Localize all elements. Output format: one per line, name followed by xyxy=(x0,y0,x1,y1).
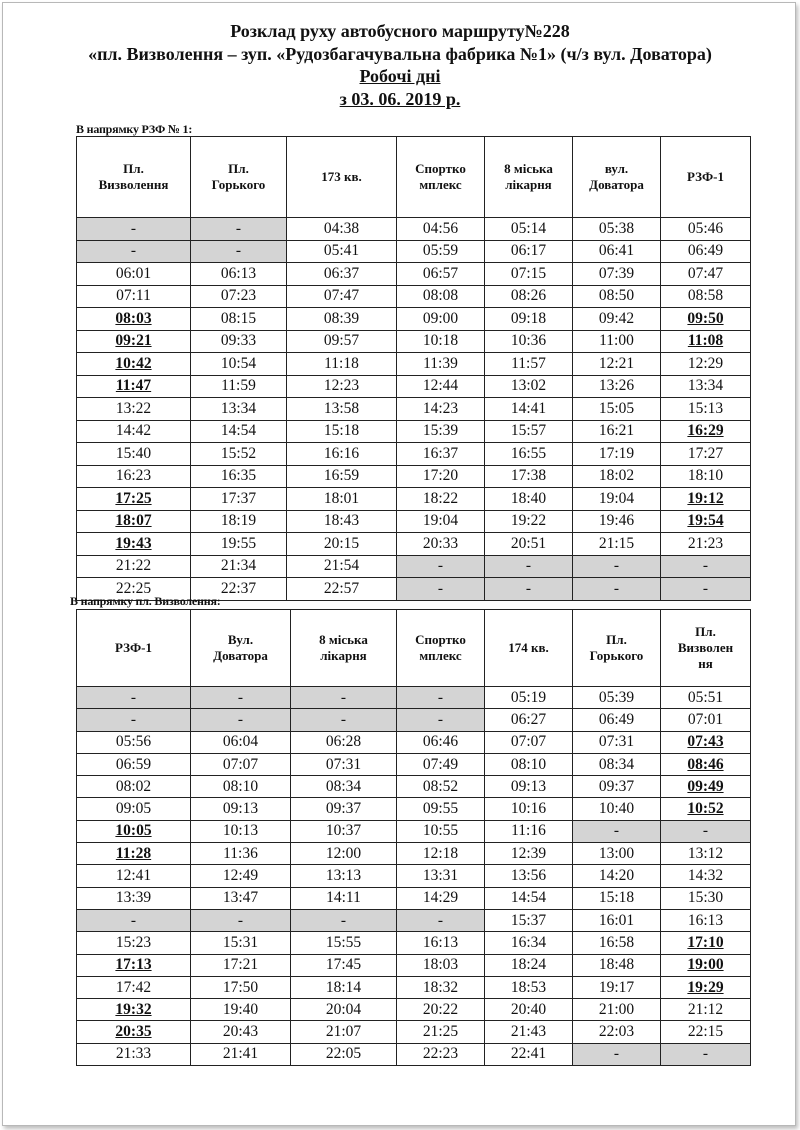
time-cell: 18:07 xyxy=(77,510,191,533)
time-cell: 18:22 xyxy=(397,488,485,511)
time-cell: 10:16 xyxy=(485,798,573,820)
time-cell: 13:22 xyxy=(77,398,191,421)
time-cell: 07:07 xyxy=(191,753,291,775)
time-cell: 22:25 xyxy=(77,578,191,601)
time-cell: 06:59 xyxy=(77,753,191,775)
time-cell: 12:00 xyxy=(291,843,397,865)
time-cell: 12:21 xyxy=(573,353,661,376)
time-cell: 05:56 xyxy=(77,731,191,753)
time-cell: 18:40 xyxy=(485,488,573,511)
time-cell: - xyxy=(191,218,287,241)
time-cell: 12:23 xyxy=(287,375,397,398)
time-cell: - xyxy=(191,709,291,731)
time-cell: 12:39 xyxy=(485,843,573,865)
time-cell: 08:08 xyxy=(397,285,485,308)
time-cell: - xyxy=(661,578,751,601)
time-cell: 22:05 xyxy=(291,1043,397,1065)
table-row xyxy=(77,398,751,421)
time-cell: 18:19 xyxy=(191,510,287,533)
time-cell: 13:39 xyxy=(77,887,191,909)
time-cell: 16:37 xyxy=(397,443,485,466)
time-cell: 15:37 xyxy=(485,909,573,931)
time-cell: 09:37 xyxy=(573,776,661,798)
table-row xyxy=(77,285,751,308)
time-cell: 13:34 xyxy=(661,375,751,398)
time-cell: 19:17 xyxy=(573,976,661,998)
time-cell: 09:50 xyxy=(661,308,751,331)
time-cell: 16:35 xyxy=(191,465,287,488)
time-cell: 17:37 xyxy=(191,488,287,511)
time-cell: - xyxy=(573,578,661,601)
time-cell: 17:21 xyxy=(191,954,291,976)
time-cell: 05:14 xyxy=(485,218,573,241)
table-row xyxy=(77,353,751,376)
time-cell: 15:57 xyxy=(485,420,573,443)
time-cell: 09:13 xyxy=(485,776,573,798)
time-cell: 08:58 xyxy=(661,285,751,308)
column-header: Пл. Горького xyxy=(191,137,287,218)
time-cell: 21:07 xyxy=(291,1021,397,1043)
time-cell: 19:40 xyxy=(191,999,291,1021)
time-cell: 18:03 xyxy=(397,954,485,976)
time-cell: 13:56 xyxy=(485,865,573,887)
time-cell: 13:34 xyxy=(191,398,287,421)
table-row xyxy=(77,865,751,887)
time-cell: 22:15 xyxy=(661,1021,751,1043)
table-row xyxy=(77,510,751,533)
time-cell: 08:03 xyxy=(77,308,191,331)
table-row xyxy=(77,218,751,241)
table-row xyxy=(77,976,751,998)
time-cell: 12:41 xyxy=(77,865,191,887)
table-row xyxy=(77,909,751,931)
time-cell: - xyxy=(191,909,291,931)
time-cell: 14:20 xyxy=(573,865,661,887)
time-cell: - xyxy=(291,709,397,731)
column-header: вул. Доватора xyxy=(573,137,661,218)
time-cell: 09:21 xyxy=(77,330,191,353)
time-cell: 10:13 xyxy=(191,820,291,842)
time-cell: 08:15 xyxy=(191,308,287,331)
time-cell: 07:47 xyxy=(661,263,751,286)
time-cell: 14:42 xyxy=(77,420,191,443)
time-cell: 06:57 xyxy=(397,263,485,286)
table-row xyxy=(77,843,751,865)
table-row xyxy=(77,776,751,798)
time-cell: 22:37 xyxy=(191,578,287,601)
column-header: 8 міська лікарня xyxy=(291,610,397,687)
time-cell: 15:23 xyxy=(77,932,191,954)
time-cell: 17:38 xyxy=(485,465,573,488)
time-cell: 12:29 xyxy=(661,353,751,376)
time-cell: - xyxy=(485,555,573,578)
column-header: 174 кв. xyxy=(485,610,573,687)
time-cell: 19:29 xyxy=(661,976,751,998)
table-row xyxy=(77,533,751,556)
time-cell: - xyxy=(191,687,291,709)
time-cell: 10:05 xyxy=(77,820,191,842)
time-cell: 16:13 xyxy=(397,932,485,954)
time-cell: 17:13 xyxy=(77,954,191,976)
table-row xyxy=(77,887,751,909)
time-cell: 15:18 xyxy=(287,420,397,443)
time-cell: 15:31 xyxy=(191,932,291,954)
column-header: РЗФ-1 xyxy=(661,137,751,218)
time-cell: 18:01 xyxy=(287,488,397,511)
time-cell: 07:01 xyxy=(661,709,751,731)
time-cell: 16:13 xyxy=(661,909,751,931)
time-cell: 08:50 xyxy=(573,285,661,308)
time-cell: 05:59 xyxy=(397,240,485,263)
time-cell: 14:54 xyxy=(485,887,573,909)
time-cell: 16:21 xyxy=(573,420,661,443)
time-cell: 11:36 xyxy=(191,843,291,865)
table-row xyxy=(77,932,751,954)
time-cell: 13:26 xyxy=(573,375,661,398)
time-cell: 16:23 xyxy=(77,465,191,488)
time-cell: 12:18 xyxy=(397,843,485,865)
time-cell: 09:00 xyxy=(397,308,485,331)
time-cell: 18:53 xyxy=(485,976,573,998)
time-cell: 18:10 xyxy=(661,465,751,488)
time-cell: 20:15 xyxy=(287,533,397,556)
table-row xyxy=(77,465,751,488)
time-cell: 06:17 xyxy=(485,240,573,263)
schedule-days: Робочі дні xyxy=(359,66,441,86)
time-cell: 09:33 xyxy=(191,330,287,353)
time-cell: 08:10 xyxy=(191,776,291,798)
time-cell: - xyxy=(397,909,485,931)
time-cell: 05:46 xyxy=(661,218,751,241)
time-cell: 06:46 xyxy=(397,731,485,753)
time-cell: 20:35 xyxy=(77,1021,191,1043)
time-cell: 09:05 xyxy=(77,798,191,820)
time-cell: 06:41 xyxy=(573,240,661,263)
time-cell: 18:02 xyxy=(573,465,661,488)
time-cell: 20:43 xyxy=(191,1021,291,1043)
time-cell: - xyxy=(661,1043,751,1065)
time-cell: - xyxy=(573,820,661,842)
time-cell: 06:49 xyxy=(661,240,751,263)
column-header: Пл. Визволен ня xyxy=(661,610,751,687)
time-cell: 22:41 xyxy=(485,1043,573,1065)
time-cell: 14:32 xyxy=(661,865,751,887)
table-row xyxy=(77,999,751,1021)
time-cell: - xyxy=(291,687,397,709)
table-row xyxy=(77,263,751,286)
table-header-row xyxy=(77,610,751,687)
time-cell: 17:27 xyxy=(661,443,751,466)
time-cell: 06:49 xyxy=(573,709,661,731)
time-cell: 14:29 xyxy=(397,887,485,909)
time-cell: 19:04 xyxy=(397,510,485,533)
time-cell: 10:36 xyxy=(485,330,573,353)
table-header-row xyxy=(77,137,751,218)
direction-2-caption: В напрямку пл. Визволення: xyxy=(70,594,221,608)
time-cell: 07:43 xyxy=(661,731,751,753)
time-cell: - xyxy=(77,909,191,931)
time-cell: 17:20 xyxy=(397,465,485,488)
time-cell: 22:57 xyxy=(287,578,397,601)
table-row xyxy=(77,375,751,398)
time-cell: 18:32 xyxy=(397,976,485,998)
time-cell: - xyxy=(397,578,485,601)
time-cell: 21:41 xyxy=(191,1043,291,1065)
time-cell: 09:57 xyxy=(287,330,397,353)
time-cell: 06:13 xyxy=(191,263,287,286)
column-header: Спортко мплекс xyxy=(397,610,485,687)
time-cell: - xyxy=(191,240,287,263)
time-cell: 07:31 xyxy=(573,731,661,753)
time-cell: 19:22 xyxy=(485,510,573,533)
column-header: Спортко мплекс xyxy=(397,137,485,218)
time-cell: 15:40 xyxy=(77,443,191,466)
time-cell: 14:54 xyxy=(191,420,287,443)
time-cell: 11:08 xyxy=(661,330,751,353)
time-cell: - xyxy=(397,709,485,731)
time-cell: 11:28 xyxy=(77,843,191,865)
time-cell: - xyxy=(573,555,661,578)
time-cell: 14:11 xyxy=(291,887,397,909)
time-cell: 15:13 xyxy=(661,398,751,421)
document-header xyxy=(0,20,800,110)
table-row xyxy=(77,1043,751,1065)
table-row xyxy=(77,687,751,709)
time-cell: 12:44 xyxy=(397,375,485,398)
time-cell: 21:15 xyxy=(573,533,661,556)
time-cell: 10:55 xyxy=(397,820,485,842)
time-cell: 13:31 xyxy=(397,865,485,887)
time-cell: 06:27 xyxy=(485,709,573,731)
time-cell: 20:33 xyxy=(397,533,485,556)
time-cell: 21:22 xyxy=(77,555,191,578)
time-cell: 08:39 xyxy=(287,308,397,331)
time-cell: - xyxy=(397,555,485,578)
time-cell: - xyxy=(485,578,573,601)
time-cell: 18:43 xyxy=(287,510,397,533)
time-cell: 19:32 xyxy=(77,999,191,1021)
time-cell: 11:00 xyxy=(573,330,661,353)
time-cell: 14:41 xyxy=(485,398,573,421)
time-cell: 21:23 xyxy=(661,533,751,556)
table-row xyxy=(77,420,751,443)
time-cell: 09:37 xyxy=(291,798,397,820)
time-cell: 21:54 xyxy=(287,555,397,578)
time-cell: 13:13 xyxy=(291,865,397,887)
time-cell: 10:37 xyxy=(291,820,397,842)
time-cell: 14:23 xyxy=(397,398,485,421)
time-cell: 13:00 xyxy=(573,843,661,865)
time-cell: 07:31 xyxy=(291,753,397,775)
time-cell: 10:52 xyxy=(661,798,751,820)
time-cell: 11:16 xyxy=(485,820,573,842)
time-cell: 16:16 xyxy=(287,443,397,466)
time-cell: 05:51 xyxy=(661,687,751,709)
time-cell: 13:47 xyxy=(191,887,291,909)
table-row xyxy=(77,330,751,353)
time-cell: 08:34 xyxy=(573,753,661,775)
time-cell: 22:23 xyxy=(397,1043,485,1065)
time-cell: - xyxy=(77,218,191,241)
time-cell: 10:54 xyxy=(191,353,287,376)
column-header: Вул. Доватора xyxy=(191,610,291,687)
time-cell: 19:54 xyxy=(661,510,751,533)
time-cell: 20:51 xyxy=(485,533,573,556)
table-row xyxy=(77,308,751,331)
time-cell: 20:04 xyxy=(291,999,397,1021)
time-cell: 05:38 xyxy=(573,218,661,241)
timetable-to-vyzvolennia xyxy=(76,609,751,1066)
time-cell: 08:26 xyxy=(485,285,573,308)
time-cell: 07:49 xyxy=(397,753,485,775)
time-cell: 16:29 xyxy=(661,420,751,443)
time-cell: 09:18 xyxy=(485,308,573,331)
time-cell: 15:55 xyxy=(291,932,397,954)
time-cell: - xyxy=(397,687,485,709)
table-row xyxy=(77,555,751,578)
time-cell: 07:15 xyxy=(485,263,573,286)
time-cell: 05:39 xyxy=(573,687,661,709)
table-row xyxy=(77,709,751,731)
direction-1-caption: В напрямку РЗФ № 1: xyxy=(76,122,193,136)
table-row xyxy=(77,954,751,976)
timetable-title: Розклад руху автобусного маршруту№228 xyxy=(230,21,570,41)
route-description: «пл. Визволення – зуп. «Рудозбагачувальна фабрика №1» (ч/з вул. Доватора) xyxy=(88,43,712,64)
time-cell: 05:41 xyxy=(287,240,397,263)
time-cell: 19:43 xyxy=(77,533,191,556)
time-cell: 19:00 xyxy=(661,954,751,976)
table-row xyxy=(77,820,751,842)
time-cell: 06:37 xyxy=(287,263,397,286)
time-cell: - xyxy=(77,687,191,709)
column-header: 8 міська лікарня xyxy=(485,137,573,218)
table-row xyxy=(77,240,751,263)
time-cell: 15:18 xyxy=(573,887,661,909)
time-cell: 16:55 xyxy=(485,443,573,466)
time-cell: 08:46 xyxy=(661,753,751,775)
time-cell: 11:59 xyxy=(191,375,287,398)
time-cell: - xyxy=(661,820,751,842)
time-cell: 16:01 xyxy=(573,909,661,931)
table-row xyxy=(77,753,751,775)
table-row xyxy=(77,443,751,466)
time-cell: 12:49 xyxy=(191,865,291,887)
time-cell: 10:18 xyxy=(397,330,485,353)
time-cell: 21:25 xyxy=(397,1021,485,1043)
time-cell: 19:04 xyxy=(573,488,661,511)
time-cell: 15:39 xyxy=(397,420,485,443)
time-cell: - xyxy=(77,709,191,731)
time-cell: 19:55 xyxy=(191,533,287,556)
time-cell: - xyxy=(291,909,397,931)
time-cell: 19:46 xyxy=(573,510,661,533)
time-cell: 17:50 xyxy=(191,976,291,998)
time-cell: 07:11 xyxy=(77,285,191,308)
time-cell: 21:12 xyxy=(661,999,751,1021)
time-cell: 18:48 xyxy=(573,954,661,976)
time-cell: 13:02 xyxy=(485,375,573,398)
column-header: 173 кв. xyxy=(287,137,397,218)
time-cell: 15:52 xyxy=(191,443,287,466)
time-cell: 13:58 xyxy=(287,398,397,421)
time-cell: 15:05 xyxy=(573,398,661,421)
time-cell: 17:45 xyxy=(291,954,397,976)
time-cell: 06:28 xyxy=(291,731,397,753)
time-cell: 11:57 xyxy=(485,353,573,376)
time-cell: 06:01 xyxy=(77,263,191,286)
time-cell: 07:39 xyxy=(573,263,661,286)
time-cell: 18:24 xyxy=(485,954,573,976)
time-cell: 22:03 xyxy=(573,1021,661,1043)
time-cell: 10:40 xyxy=(573,798,661,820)
time-cell: 08:10 xyxy=(485,753,573,775)
time-cell: 17:25 xyxy=(77,488,191,511)
time-cell: 04:56 xyxy=(397,218,485,241)
table-row xyxy=(77,798,751,820)
time-cell: 11:39 xyxy=(397,353,485,376)
time-cell: 13:12 xyxy=(661,843,751,865)
time-cell: 16:34 xyxy=(485,932,573,954)
time-cell: 21:43 xyxy=(485,1021,573,1043)
time-cell: 04:38 xyxy=(287,218,397,241)
time-cell: 20:22 xyxy=(397,999,485,1021)
time-cell: 17:10 xyxy=(661,932,751,954)
timetable-to-rzf1 xyxy=(76,136,751,601)
time-cell: 07:07 xyxy=(485,731,573,753)
time-cell: 10:42 xyxy=(77,353,191,376)
time-cell: 17:19 xyxy=(573,443,661,466)
time-cell: 09:42 xyxy=(573,308,661,331)
time-cell: - xyxy=(661,555,751,578)
time-cell: 16:59 xyxy=(287,465,397,488)
time-cell: - xyxy=(77,240,191,263)
time-cell: 05:19 xyxy=(485,687,573,709)
time-cell: 21:34 xyxy=(191,555,287,578)
time-cell: 08:02 xyxy=(77,776,191,798)
time-cell: 19:12 xyxy=(661,488,751,511)
time-cell: 16:58 xyxy=(573,932,661,954)
column-header: Пл. Визволення xyxy=(77,137,191,218)
time-cell: 08:52 xyxy=(397,776,485,798)
effective-date: з 03. 06. 2019 р. xyxy=(339,88,461,109)
time-cell: 07:23 xyxy=(191,285,287,308)
time-cell: 08:34 xyxy=(291,776,397,798)
column-header: Пл. Горького xyxy=(573,610,661,687)
table-row xyxy=(77,1021,751,1043)
time-cell: 18:14 xyxy=(291,976,397,998)
table-row xyxy=(77,488,751,511)
time-cell: 21:33 xyxy=(77,1043,191,1065)
time-cell: 09:13 xyxy=(191,798,291,820)
time-cell: 20:40 xyxy=(485,999,573,1021)
table-row xyxy=(77,731,751,753)
time-cell: 15:30 xyxy=(661,887,751,909)
time-cell: 07:47 xyxy=(287,285,397,308)
time-cell: 09:49 xyxy=(661,776,751,798)
time-cell: 11:47 xyxy=(77,375,191,398)
time-cell: 11:18 xyxy=(287,353,397,376)
column-header: РЗФ-1 xyxy=(77,610,191,687)
time-cell: 17:42 xyxy=(77,976,191,998)
time-cell: 21:00 xyxy=(573,999,661,1021)
time-cell: 06:04 xyxy=(191,731,291,753)
time-cell: 09:55 xyxy=(397,798,485,820)
time-cell: - xyxy=(573,1043,661,1065)
